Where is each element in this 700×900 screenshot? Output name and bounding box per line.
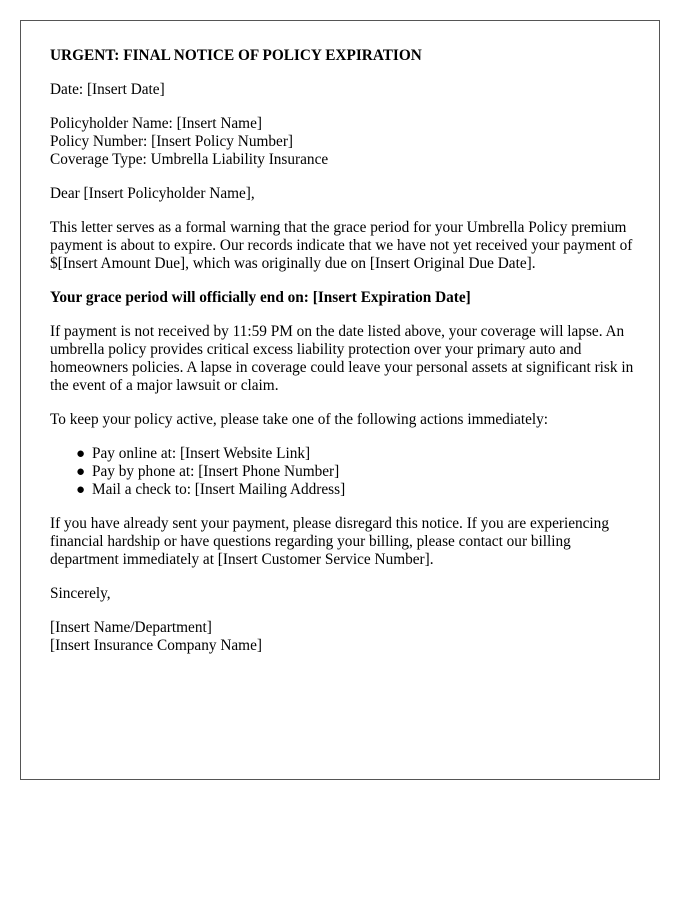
actions-intro: To keep your policy active, please take one of the following actions immediately:: [50, 411, 549, 428]
list-item: [76, 445, 640, 463]
action-mail-check: Mail a check to: [Insert Mailing Address]: [92, 481, 346, 498]
coverage-type-line: Coverage Type: Umbrella Liability Insurance: [50, 151, 329, 168]
closing: Sincerely,: [50, 585, 111, 602]
action-pay-online: Pay online at: [Insert Website Link]: [92, 445, 311, 462]
action-pay-phone: Pay by phone at: [Insert Phone Number]: [92, 463, 340, 480]
paragraph-grace-warning: This letter serves as a formal warning that the grace period for your Umbrella Policy premium payment is about to expire. Our records indicate that we have not yet received your payment of $[Insert Amount Due], which was originally due on [Insert Original Due Date].: [50, 219, 633, 272]
letter-title: URGENT: FINAL NOTICE OF POLICY EXPIRATION: [50, 47, 422, 64]
policy-info-block: [50, 115, 640, 169]
bullet-icon: ●: [76, 482, 86, 498]
list-item: [76, 463, 640, 481]
list-item: [76, 481, 640, 499]
letter-content: [50, 47, 640, 655]
signature-name: [Insert Name/Department]: [50, 619, 212, 636]
bullet-icon: ●: [76, 446, 86, 462]
paragraph-contact: If you have already sent your payment, please disregard this notice. If you are experiencing financial hardship or have questions regarding your billing, please contact our billing department immediately at [Insert Customer Service Number].: [50, 515, 609, 568]
salutation: Dear [Insert Policyholder Name],: [50, 185, 255, 202]
policyholder-name-line: Policyholder Name: [Insert Name]: [50, 115, 262, 132]
grace-period-end-notice: Your grace period will officially end on: [Insert Expiration Date]: [50, 289, 471, 306]
signature-block: [50, 619, 640, 655]
policy-number-line: Policy Number: [Insert Policy Number]: [50, 133, 294, 150]
payment-actions-list: [50, 445, 640, 499]
bullet-icon: ●: [76, 464, 86, 480]
date-line: Date: [Insert Date]: [50, 81, 165, 98]
letter-page: [20, 20, 660, 780]
signature-company: [Insert Insurance Company Name]: [50, 637, 262, 654]
paragraph-lapse-consequences: If payment is not received by 11:59 PM on the date listed above, your coverage will lapse. An umbrella policy provides critical excess liability protection over your primary auto and homeowners policies. A lapse in coverage could leave your personal assets at significant risk in the event of a major lawsuit or claim.: [50, 323, 634, 394]
